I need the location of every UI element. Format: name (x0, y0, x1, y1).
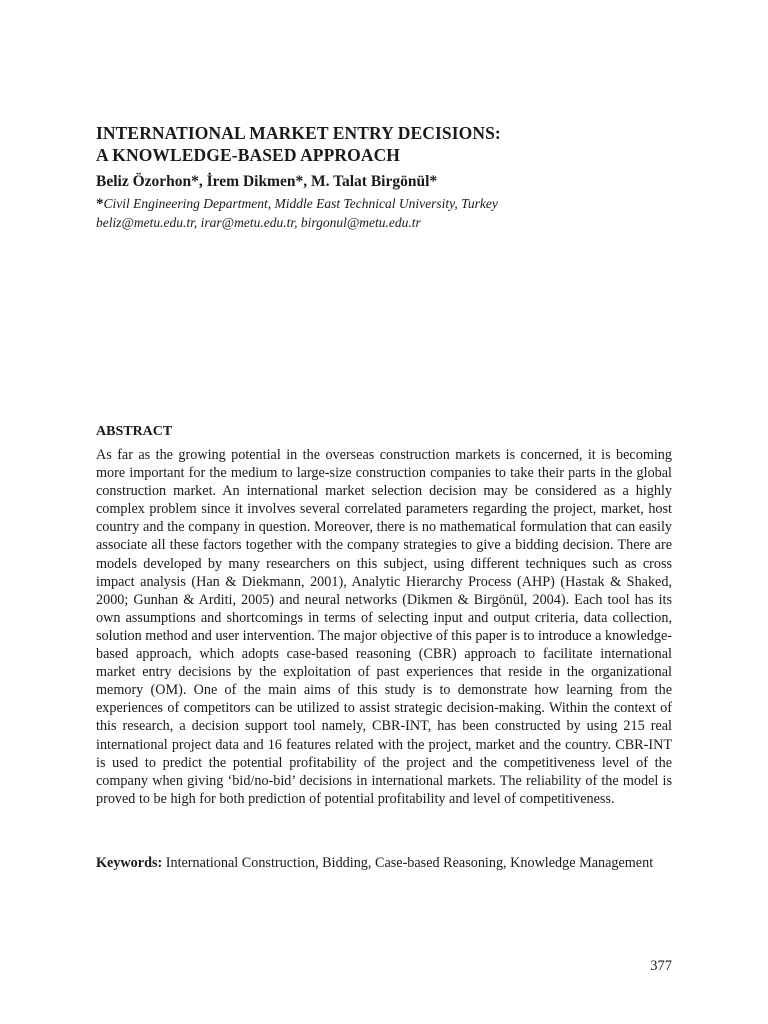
affiliation-text: Civil Engineering Department, Middle East Technical University, Turkey (103, 196, 498, 211)
page-number: 377 (650, 958, 672, 974)
paper-page (96, 122, 672, 871)
abstract-heading: ABSTRACT (96, 424, 173, 439)
affiliation-marker: * (96, 196, 104, 212)
affiliation (96, 195, 672, 213)
paper-title (96, 122, 672, 166)
keywords (96, 854, 672, 872)
keywords-label: Keywords: (96, 855, 163, 871)
abstract-body: As far as the growing potential in the overseas construction markets is concerned, it is becoming more important for the medium to large-size construction companies to take their parts in the global construction market. An international market selection decision may be considered as a highly complex problem since it involves several correlated parameters regarding the project, market, host country and the company in question. Moreover, there is no mathematical formulation that can easily associate all these factors together with the company strategies to give a bidding decision. There are models developed by many researchers on this subject, using different techniques such as cross impact analysis (Han & Diekmann, 2001), Analytic Hierarchy Process (AHP) (Hastak & Shaked, 2000; Gunhan & Arditi, 2005) and neural networks (Dikmen & Birgönül, 2004). Each tool has its own assumptions and shortcomings in terms of selecting input and output criteria, data collection, solution method and user intervention. The major objective of this paper is to introduce a knowledge-based approach, which adopts case-based reasoning (CBR) approach to facilitate international market entry decisions by the exploitation of past experiences that reside in the organizational memory (OM). One of the main aims of this study is to demonstrate how learning from the experiences of competitors can be utilized to assist strategic decision-making. Within the context of this research, a decision support tool namely, CBR-INT, has been constructed by using 215 real international project data and 16 features related with the project, market and the country. CBR-INT is used to predict the potential profitability of the project and the competitiveness level of the company when giving ‘bid/no-bid’ decisions in international markets. The reliability of the model is proved to be high for both prediction of potential profitability and level of competitiveness. (96, 447, 672, 807)
keywords-text: International Construction, Bidding, Case-based Reasoning, Knowledge Management (162, 855, 654, 871)
paper-title-line-1: INTERNATIONAL MARKET ENTRY DECISIONS: (96, 123, 501, 143)
paper-title-line-2: A KNOWLEDGE-BASED APPROACH (96, 145, 401, 165)
author-list: Beliz Özorhon*, İrem Dikmen*, M. Talat Birgönül* (96, 173, 438, 190)
author-emails: beliz@metu.edu.tr, irar@metu.edu.tr, birgonul@metu.edu.tr (96, 215, 421, 230)
